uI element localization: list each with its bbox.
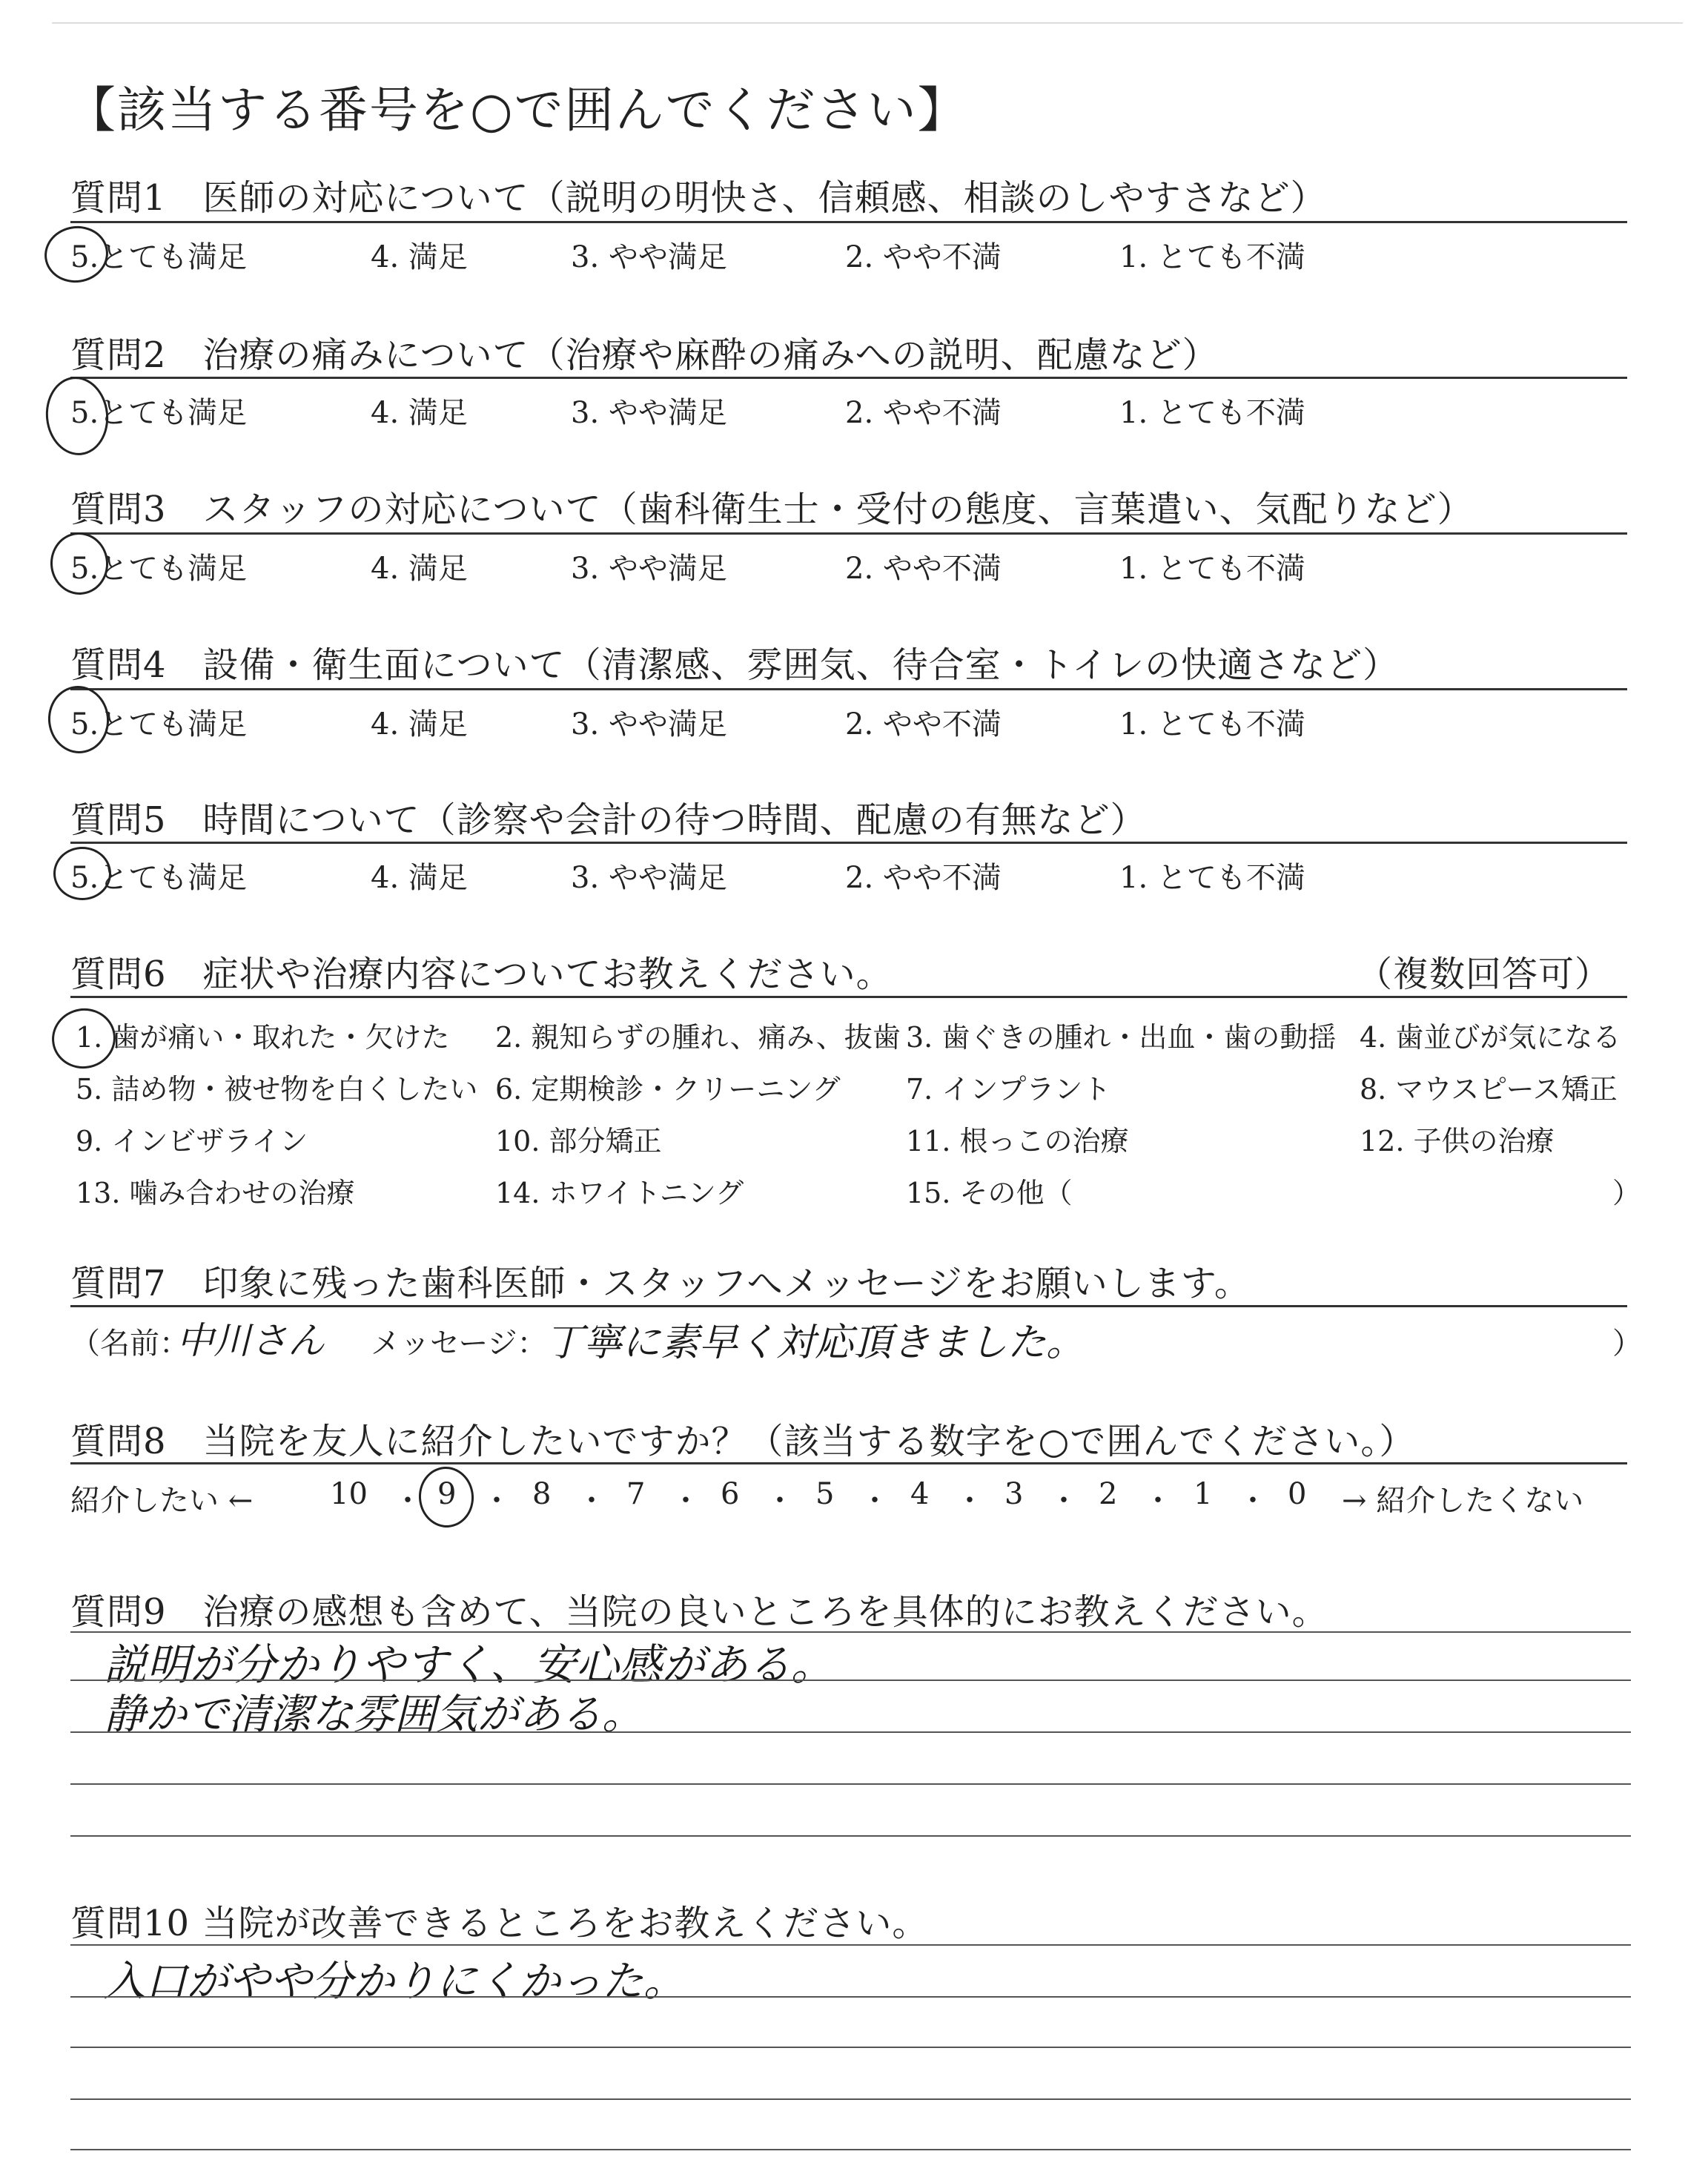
q10-writing-line [70,2149,1631,2150]
q1-option-1[interactable]: 1. とても不満 [1119,240,1305,274]
q6-option-2[interactable]: 2. 親知らずの腫れ、痛み、抜歯 [495,1021,901,1054]
q1-option-2[interactable]: 2. やや不満 [845,240,1002,274]
q9-writing-line [70,1783,1631,1785]
q4-option-4[interactable]: 4. 満足 [371,707,468,742]
q10-writing-line [70,2047,1631,2048]
q8-right-label: → 紹介したくない [1342,1484,1584,1518]
q8-scale-5[interactable]: 5 [815,1477,835,1511]
q8-scale-0[interactable]: 0 [1288,1477,1307,1511]
question-8-title: 質問8 当院を友人に紹介したいですか？（該当する数字を○で囲んでください。） [70,1421,1416,1462]
q6-option-1[interactable]: 1. 歯が痛い・取れた・欠けた [76,1021,450,1054]
q8-scale-3[interactable]: 3 [1004,1477,1024,1511]
question-8-rule [70,1462,1627,1464]
q8-separator: ・ [955,1484,984,1518]
q7-message-value[interactable]: 丁寧に素早く対応頂きました。 [545,1321,1085,1365]
question-7-rule [70,1305,1627,1307]
top-edge-line [52,22,1683,24]
q7-close-paren: ） [1612,1327,1642,1361]
q8-separator: ・ [577,1484,606,1518]
question-5-rule [70,842,1627,844]
q5-option-2[interactable]: 2. やや不満 [845,861,1002,895]
q6-option-12[interactable]: 12. 子供の治療 [1360,1125,1555,1157]
q4-option-1[interactable]: 1. とても不満 [1119,707,1305,742]
question-2-rule [70,377,1627,379]
q8-scale-10[interactable]: 10 [330,1477,368,1511]
q8-scale-1[interactable]: 1 [1194,1477,1213,1511]
q2-option-5[interactable]: 5.とても満足 [70,396,248,430]
question-1-rule [70,221,1627,223]
q6-option-10[interactable]: 10. 部分矯正 [495,1125,662,1157]
q10-answer-line-1[interactable]: 入口がやや分かりにくかった。 [104,1958,685,2006]
q6-option-15[interactable]: 15. その他（ [906,1177,1073,1209]
q2-option-1[interactable]: 1. とても不満 [1119,396,1305,430]
question-9-title: 質問9 治療の感想も含めて、当院の良いところを具体的にお教えください。 [70,1591,1328,1633]
q1-selection-circle [41,222,112,286]
q4-option-3[interactable]: 3. やや満足 [571,707,727,742]
q6-option-5[interactable]: 5. 詰め物・被せ物を白くしたい [76,1073,478,1106]
q8-separator: ・ [860,1484,890,1518]
question-3-title: 質問3 スタッフの対応について（歯科衛生士・受付の態度、言葉遣い、気配りなど） [70,489,1474,530]
question-5-title: 質問5 時間について（診察や会計の待つ時間、配慮の有無など） [70,799,1147,841]
q9-answer-line-1[interactable]: 説明が分かりやすく、安心感がある。 [104,1639,834,1690]
q8-scale-8[interactable]: 8 [532,1477,552,1511]
q5-option-1[interactable]: 1. とても不満 [1119,861,1305,895]
q8-separator: ・ [1238,1484,1268,1518]
q6-option-14[interactable]: 14. ホワイトニング [495,1177,744,1209]
q6-other-close-paren: ） [1612,1177,1641,1209]
q8-scale-4[interactable]: 4 [910,1477,930,1511]
q6-option-13[interactable]: 13. 噛み合わせの治療 [76,1177,355,1209]
q7-message-label: メッセージ： [371,1327,547,1361]
q2-option-2[interactable]: 2. やや不満 [845,396,1002,430]
q8-separator: ・ [671,1484,701,1518]
q4-option-2[interactable]: 2. やや不満 [845,707,1002,742]
q5-option-3[interactable]: 3. やや満足 [571,861,727,895]
q8-separator: ・ [1143,1484,1173,1518]
question-2-title: 質問2 治療の痛みについて（治療や麻酔の痛みへの説明、配慮など） [70,334,1219,376]
q6-option-7[interactable]: 7. インプラント [906,1073,1111,1106]
question-4-title: 質問4 設備・衛生面について（清潔感、雰囲気、待合室・トイレの快適さなど） [70,644,1400,686]
q1-option-3[interactable]: 3. やや満足 [571,240,727,274]
q9-writing-line [70,1680,1631,1681]
q3-option-1[interactable]: 1. とても不満 [1119,552,1305,586]
question-1-title: 質問1 医師の対応について（説明の明快さ、信頼感、相談のしやすさなど） [70,177,1327,219]
q3-option-3[interactable]: 3. やや満足 [571,552,727,586]
question-6-title: 質問6 症状や治療内容についてお教えください。 [70,954,893,995]
question-7-title: 質問7 印象に残った歯科医師・スタッフへメッセージをお願いします。 [70,1263,1251,1304]
q1-option-4[interactable]: 4. 満足 [371,240,468,274]
q8-separator: ・ [393,1484,423,1518]
q8-scale-7[interactable]: 7 [626,1477,646,1511]
q10-writing-line [70,2098,1631,2100]
q5-option-5[interactable]: 5.とても満足 [70,861,248,895]
q6-option-4[interactable]: 4. 歯並びが気になる [1360,1021,1621,1054]
q3-option-2[interactable]: 2. やや不満 [845,552,1002,586]
q10-writing-line [70,1944,1631,1946]
q8-separator: ・ [765,1484,795,1518]
q9-writing-line [70,1731,1631,1733]
q2-option-4[interactable]: 4. 満足 [371,396,468,430]
q6-option-6[interactable]: 6. 定期検診・クリーニング [495,1073,841,1106]
q6-option-8[interactable]: 8. マウスピース矯正 [1360,1073,1618,1106]
q5-selection-circle [53,847,111,900]
q3-option-5[interactable]: 5.とても満足 [70,552,248,586]
q8-left-label: 紹介したい ← [70,1484,254,1518]
q5-option-4[interactable]: 4. 満足 [371,861,468,895]
q10-writing-line [70,1996,1631,1998]
q3-option-4[interactable]: 4. 満足 [371,552,468,586]
q1-option-5[interactable]: 5.とても満足 [70,240,248,274]
question-10-title: 質問10 当院が改善できるところをお教えください。 [70,1903,929,1944]
q8-scale-9[interactable]: 9 [437,1477,457,1511]
q7-name-value[interactable]: 中川さん [176,1319,325,1362]
question-3-rule [70,532,1627,535]
q4-selection-circle [44,683,112,756]
q2-option-3[interactable]: 3. やや満足 [571,396,727,430]
question-4-rule [70,688,1627,690]
q8-separator: ・ [482,1484,512,1518]
q9-writing-line [70,1835,1631,1837]
page-heading: 【該当する番号を○で囲んでください】 [67,82,968,139]
q8-scale-6[interactable]: 6 [721,1477,740,1511]
q9-answer-line-2[interactable]: 静かで清潔な雰囲気がある。 [104,1691,643,1739]
question-6-rule [70,996,1627,998]
question-6-note: （複数回答可） [1357,954,1612,995]
q8-separator: ・ [1049,1484,1079,1518]
q6-option-3[interactable]: 3. 歯ぐきの腫れ・出血・歯の動揺 [906,1021,1337,1054]
q4-option-5[interactable]: 5.とても満足 [70,707,248,742]
q6-option-9[interactable]: 9. インビザライン [76,1125,308,1157]
q8-selection-circle [417,1464,477,1530]
q8-scale-2[interactable]: 2 [1099,1477,1118,1511]
q7-name-label: （名前： [70,1327,189,1361]
q2-selection-circle [42,374,113,458]
q6-option-11[interactable]: 11. 根っこの治療 [906,1125,1129,1157]
